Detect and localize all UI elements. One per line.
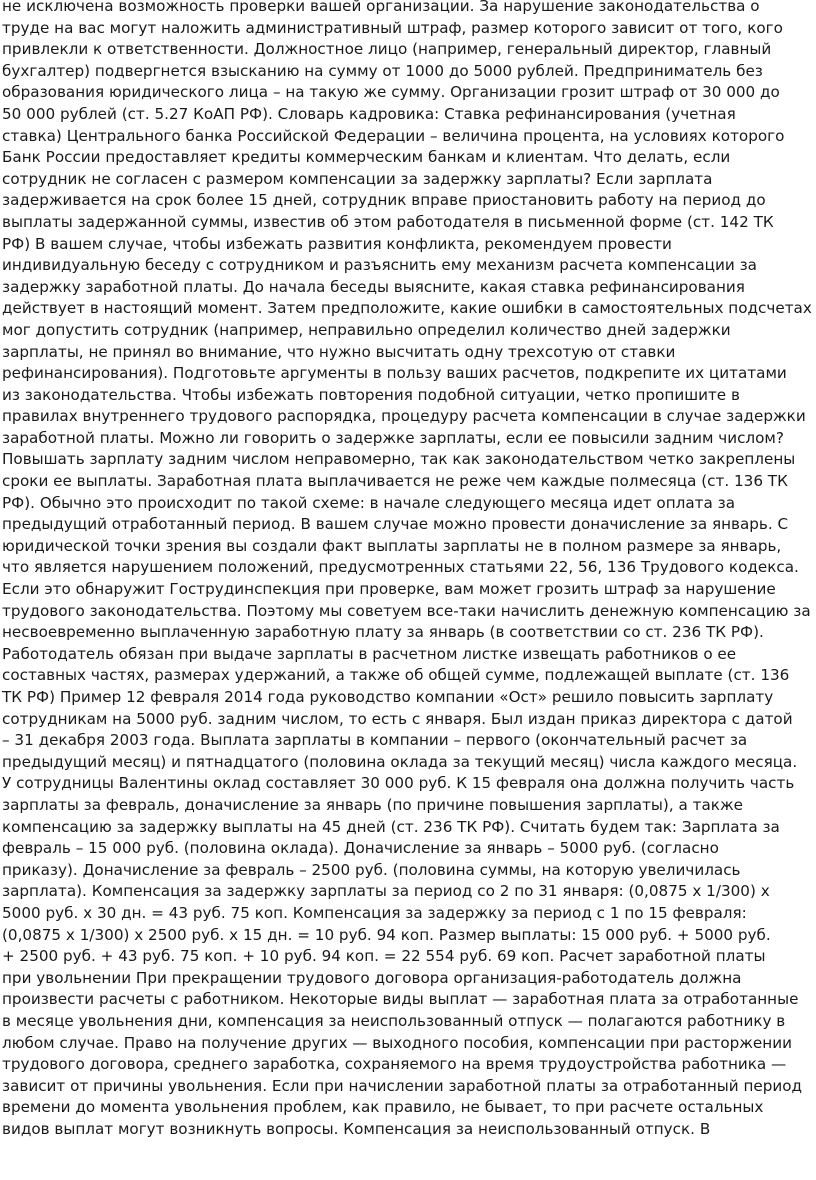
text-line: из законодательства. Чтобы избежать повторения подобной ситуации, четко пропишите в — [2, 385, 740, 404]
text-line: ставка) Центрального банка Российской Федерации – величина процента, на условиях которого — [2, 126, 785, 145]
text-line: сроки ее выплаты. Заработная плата выплачивается не реже чем каждые полмесяца (ст. 136 ТК — [2, 472, 788, 491]
text-line: в месяце увольнения дни, компенсация за неиспользованный отпуск — полагаются работнику в — [2, 1011, 786, 1030]
text-line: заработной платы. Можно ли говорить о задержке зарплаты, если ее повысили задним числом? — [2, 428, 784, 447]
text-line: не исключена возможность проверки вашей организации. За нарушение законодательства о — [2, 0, 760, 15]
text-line: трудового договора, среднего заработка, сохраняемого на время трудоустройства работника — — [2, 1055, 787, 1074]
text-line: 5000 руб. х 30 дн. = 43 руб. 75 коп. Компенсация за задержку за период с 1 по 15 февраля: — [2, 903, 747, 922]
text-line: 50 000 рублей (ст. 5.27 КоАП РФ). Словарь кадровика: Ставка рефинансирования (учетная — [2, 104, 736, 123]
text-line: мог допустить сотрудник (например, неправильно определил количество дней задержки — [2, 320, 731, 339]
text-line: У сотрудницы Валентины оклад составляет 30 000 руб. К 15 февраля она должна получить часть — [2, 774, 795, 793]
text-line: при увольнении При прекращении трудового договора организация-работодатель должна — [2, 968, 742, 987]
text-line: компенсацию за задержку выплаты на 45 дней (ст. 236 ТК РФ). Считать будем так: Зарплата за — [2, 817, 780, 836]
text-line: трудового законодательства. Поэтому мы советуем все-таки начислить денежную компенсацию за — [2, 601, 811, 620]
text-line: действует в настоящий момент. Затем предположите, какие ошибки в самостоятельных подсчетах — [2, 299, 812, 318]
text-line: произвести расчеты с работником. Некоторые виды выплат — заработная плата за отработанные — [2, 990, 799, 1009]
text-line: правилах внутреннего трудового распорядка, процедуру расчета компенсации в случае задержки — [2, 407, 806, 426]
text-line: зарплаты за февраль, доначисление за январь (по причине повышения зарплаты), а также — [2, 795, 743, 814]
text-line: Повышать зарплату задним числом неправомерно, так как законодательством четко закреплены — [2, 450, 796, 469]
text-line: несвоевременно выплаченную заработную плату за январь (в соответствии со ст. 236 ТК РФ). — [2, 623, 764, 642]
text-line: бухгалтер) подвергнется взысканию на сумму от 1000 до 5000 рублей. Предприниматель без — [2, 61, 763, 80]
text-line: привлекли к ответственности. Должностное лицо (например, генеральный директор, главный — [2, 40, 772, 59]
text-line: юридической точки зрения вы создали факт выплаты зарплаты не в полном размере за январь, — [2, 536, 782, 555]
text-line: составных частях, размерах удержаний, а также об общей сумме, подлежащей выплате (ст. 136 — [2, 666, 790, 685]
text-line: Работодатель обязан при выдаче зарплаты в расчетном листке извещать работников о ее — [2, 644, 737, 663]
text-line: – 31 декабря 2003 года. Выплата зарплаты в компании – первого (окончательный расчет за — [2, 731, 748, 750]
body-text — [2, 0, 814, 1140]
text-line: труде на вас могут наложить административный штраф, размер которого зависит от того, кого — [2, 18, 783, 37]
text-line: задерживается на срок более 15 дней, сотрудник вправе приостановить работу на период до — [2, 191, 766, 210]
text-line: зарплата). Компенсация за задержку зарплаты за период со 2 по 31 января: (0,0875 х 1/300) х — [2, 882, 770, 901]
text-line: любом случае. Право на получение других — выходного пособия, компенсации при расторжении — [2, 1033, 792, 1052]
text-line: февраль – 15 000 руб. (половина оклада). Доначисление за январь – 5000 руб. (согласно — [2, 839, 719, 858]
text-line: приказу). Доначисление за февраль – 2500 руб. (половина суммы, на которую увеличилась — [2, 860, 741, 879]
text-line: сотрудник не согласен с размером компенсации за задержку зарплаты? Если зарплата — [2, 169, 713, 188]
text-line: предыдущий месяц) и пятнадцатого (половина оклада за текущий месяц) числа каждого месяца. — [2, 752, 798, 771]
text-line: задержку заработной платы. До начала беседы выясните, какая ставка рефинансирования — [2, 277, 745, 296]
text-line: + 2500 руб. + 43 руб. 75 коп. + 10 руб. 94 коп. = 22 554 руб. 69 коп. Расчет заработной платы — [2, 947, 766, 966]
text-line: рефинансирования). Подготовьте аргументы в пользу ваших расчетов, подкрепите их цитатами — [2, 364, 787, 383]
text-line: ТК РФ) Пример 12 февраля 2014 года руководство компании «Ост» решило повысить зарплату — [2, 688, 774, 706]
text-line: РФ). Обычно это происходит по такой схеме: в начале следующего месяца идет оплата за — [2, 493, 735, 512]
text-line: (0,0875 х 1/300) х 2500 руб. х 15 дн. = 10 руб. 94 коп. Размер выплаты: 15 000 руб. + 5000 руб. — [2, 925, 771, 944]
text-line: видов выплат могут возникнуть вопросы. Компенсация за неиспользованный отпуск. В — [2, 1119, 711, 1138]
text-line: РФ) В вашем случае, чтобы избежать развития конфликта, рекомендуем провести — [2, 234, 672, 253]
text-line: сотрудникам на 5000 руб. задним числом, то есть с января. Был издан приказ директора с датой — [2, 709, 793, 728]
text-line: предыдущий отработанный период. В вашем случае можно провести доначисление за январь. С — [2, 515, 789, 534]
text-line: выплаты задержанной суммы, известив об этом работодателя в письменной форме (ст. 142 ТК — [2, 212, 774, 231]
text-line: Если это обнаружит Гострудинспекция при проверке, вам может грозить штраф за нарушение — [2, 580, 776, 599]
text-line: Банк России предоставляет кредиты коммерческим банкам и клиентам. Что делать, если — [2, 148, 731, 167]
text-line: зависит от причины увольнения. Если при начислении заработной платы за отработанный период — [2, 1076, 803, 1095]
text-line: зарплаты, не принял во внимание, что нужно высчитать одну трехсотую от ставки — [2, 342, 676, 361]
text-line: времени до момента увольнения проблем, как правило, не бывает, то при расчете остальных — [2, 1098, 764, 1117]
text-line: образования юридического лица – на такую же сумму. Организации грозит штраф от 30 000 до — [2, 83, 780, 102]
text-line: индивидуальную беседу с сотрудником и разъяснить ему механизм расчета компенсации за — [2, 256, 757, 275]
text-line: что является нарушением положений, предусмотренных статьями 22, 56, 136 Трудового кодекса. — [2, 558, 799, 577]
